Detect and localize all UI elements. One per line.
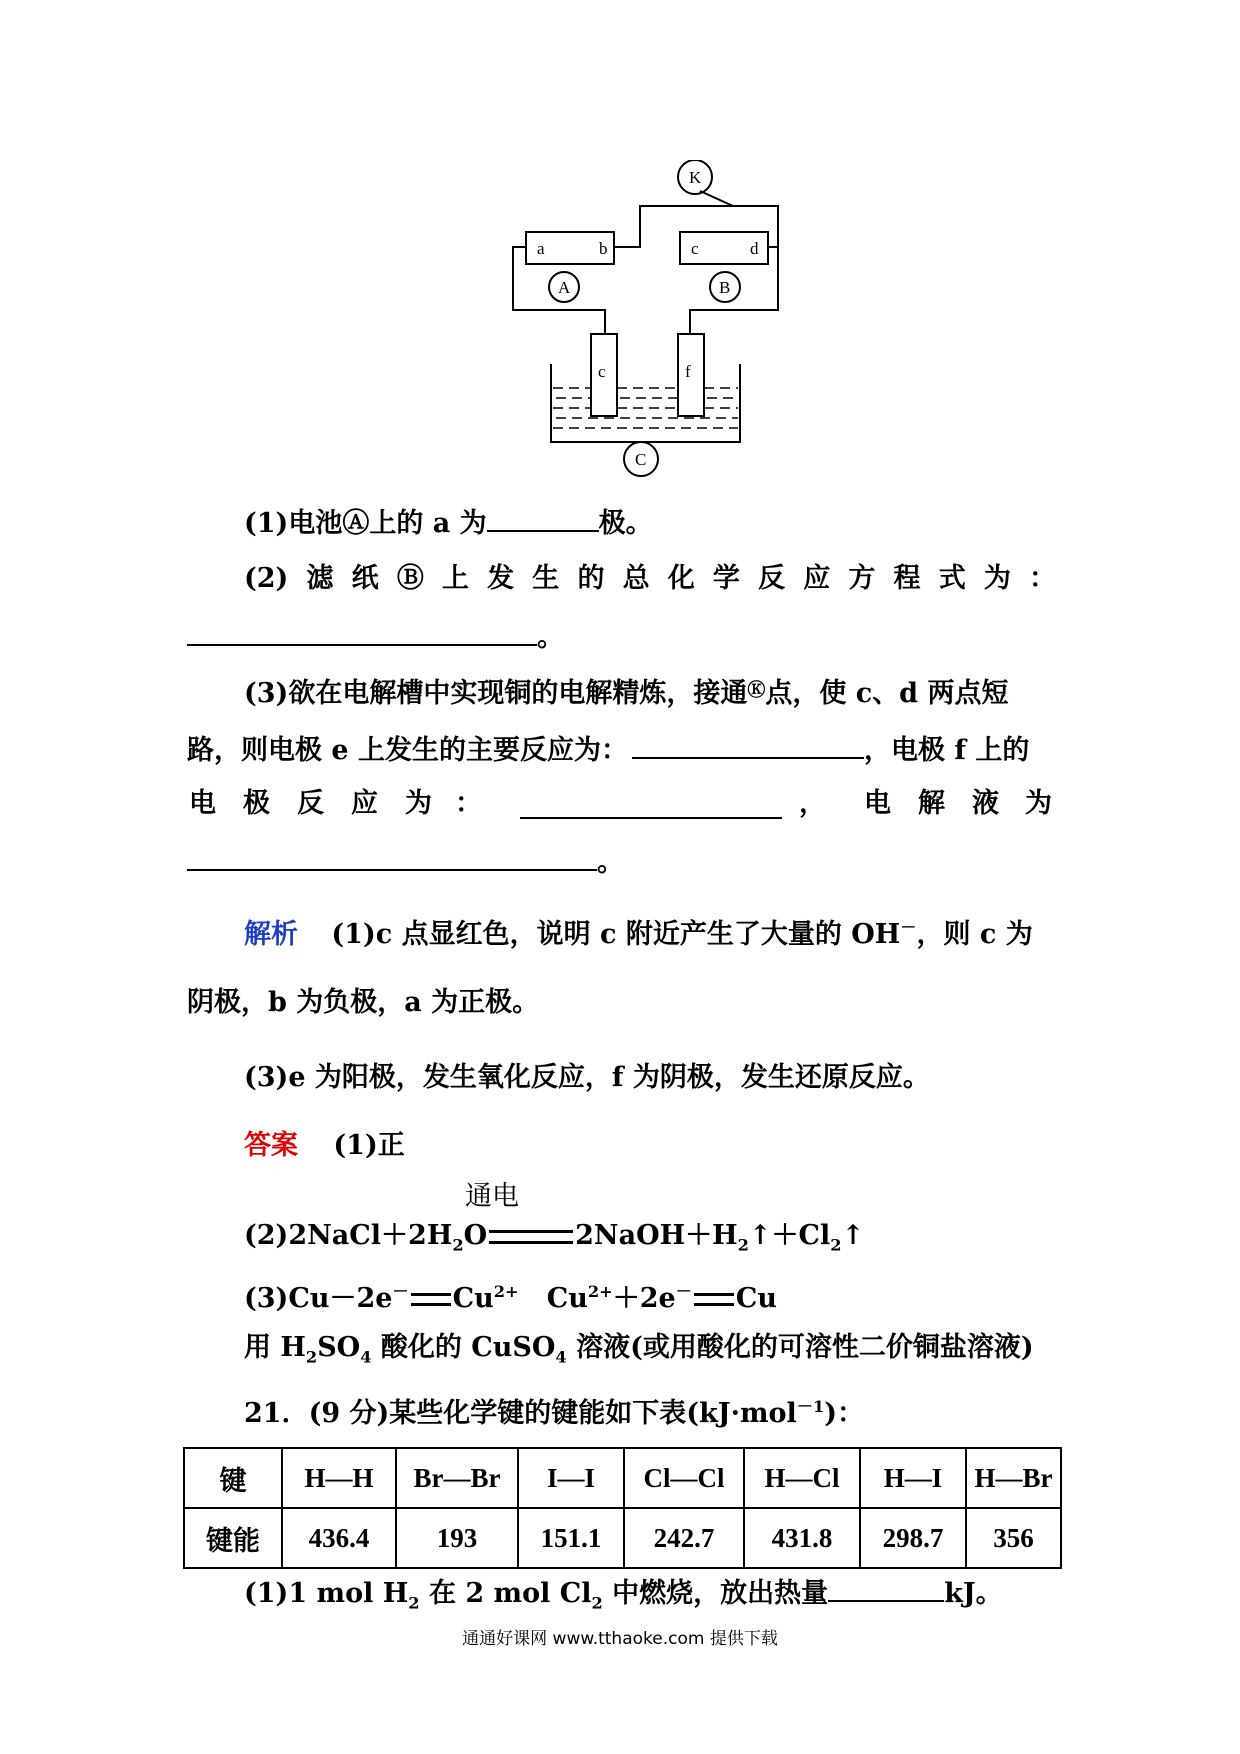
analysis-text: 阴极，b 为负极，a 为正极。 (187, 987, 540, 1018)
table-cell: 193 (396, 1508, 518, 1568)
table-cell: 356 (966, 1508, 1061, 1568)
q2-char: 生 (532, 563, 560, 594)
q3-blank-electrolyte (187, 843, 597, 871)
eq-sup: 2+ (587, 1282, 613, 1301)
analysis-line1 (244, 911, 1033, 952)
analysis-sup: － (900, 918, 917, 937)
question-3-line1 (244, 674, 1008, 711)
table-cell: 431.8 (744, 1508, 860, 1568)
label-d: d (750, 239, 759, 258)
q3-char: 为 (1025, 788, 1052, 819)
table-cell: I—I (518, 1448, 624, 1508)
question-21-sub1 (244, 1574, 1003, 1620)
q3-line4-end: 。 (597, 847, 624, 878)
question-21-intro (244, 1390, 864, 1431)
q2-char: 应 (803, 563, 831, 594)
eq-part: ↑＋Cl (748, 1220, 831, 1251)
analysis-text: (1)c 点显红色，说明 c 附近产生了大量的 OH (331, 919, 901, 950)
q21-text: 中燃烧，放出热量 (602, 1578, 829, 1609)
question-2-line1 (244, 562, 1056, 596)
q3-char: ： (455, 788, 482, 819)
q3-char: 为 (405, 788, 432, 819)
eq-sup: － (675, 1282, 692, 1301)
q3-char: 电 (189, 788, 216, 819)
q2-blank (187, 618, 537, 646)
eq-part: 用 H (244, 1332, 306, 1363)
eq-sup: 2+ (493, 1282, 519, 1301)
q2-char: 方 (848, 563, 876, 594)
answer-line3 (244, 1275, 777, 1316)
label-c: c (691, 239, 699, 258)
table-cell: 键 (184, 1448, 282, 1508)
q21-text: kJ。 (944, 1578, 1003, 1609)
eq-part: SO (317, 1332, 361, 1363)
q2-char: 化 (667, 563, 695, 594)
page-footer: 通通好课网 www.tthaoke.com 提供下载 (462, 1629, 778, 1649)
q21-text: )： (824, 1398, 865, 1429)
table-cell: 298.7 (860, 1508, 966, 1568)
q2-char: 为 (983, 563, 1011, 594)
table-row (184, 1448, 1061, 1508)
analysis-text: (3)e 为阳极，发生氧化反应，f 为阴极，发生还原反应。 (244, 1062, 930, 1093)
answer-line2 (244, 1219, 864, 1262)
question-2-line2 (187, 618, 564, 655)
eq-part: 2NaOH＋H (575, 1220, 738, 1251)
q2-char: 反 (758, 563, 786, 594)
label-cell-b: B (719, 278, 731, 297)
q3-blank-f (520, 791, 782, 819)
q2-char: 式 (938, 563, 966, 594)
q2-end: 。 (537, 622, 564, 653)
label-a: a (537, 239, 545, 258)
q3-line1: (3)欲在电解槽中实现铜的电解精炼，接通 (244, 678, 748, 709)
label-e: c (598, 362, 606, 381)
q1-prefix: (1)电池Ⓐ上的 a 为 (244, 508, 487, 539)
eq-sub: 2 (305, 1347, 318, 1367)
table-cell: Br—Br (396, 1448, 518, 1508)
q1-blank (487, 504, 599, 532)
eq-equals (411, 1293, 451, 1306)
eq-part: ↑ (841, 1220, 865, 1251)
q2-char: 上 (441, 563, 469, 594)
condition-text: 通电 (465, 1181, 519, 1212)
table-cell: 242.7 (624, 1508, 744, 1568)
table-row (184, 1508, 1061, 1568)
eq-sup: － (392, 1282, 409, 1301)
analysis-line3 (244, 1061, 930, 1095)
q21-blank (828, 1574, 944, 1602)
q3-line2-start: 路，则电极 e 上发生的主要反应为： (187, 735, 628, 766)
table-cell: 151.1 (518, 1508, 624, 1568)
q21-text: 在 2 mol Cl (419, 1578, 592, 1609)
label-k: K (689, 168, 702, 187)
eq-part: O (463, 1220, 488, 1251)
analysis-label: 解析 (244, 919, 298, 950)
q3-char: 应 (351, 788, 378, 819)
q21-sup: －1 (796, 1397, 825, 1416)
q2-char: 的 (577, 563, 605, 594)
q3-char: 电 (864, 788, 891, 819)
electrode-f (678, 334, 704, 416)
table-cell: Cl—Cl (624, 1448, 744, 1508)
eq-sub: 2 (830, 1235, 842, 1255)
table-cell: H—H (282, 1448, 396, 1508)
eq-sub: 2 (452, 1235, 464, 1255)
bond-energy-table (183, 1447, 1062, 1569)
electrolytic-cell (551, 364, 740, 442)
eq-part: (3)Cu－2e (244, 1283, 393, 1314)
q2-char: 总 (622, 563, 650, 594)
eq-sub: 4 (555, 1347, 567, 1367)
label-cell-a: A (558, 278, 571, 297)
eq-sub: 4 (360, 1347, 372, 1367)
q3-char: 反 (297, 788, 324, 819)
label-f: f (685, 362, 691, 381)
question-3-line2 (187, 731, 1029, 768)
q2-char: 发 (487, 563, 515, 594)
eq-part: (2)2NaCl＋2H (244, 1220, 453, 1251)
eq-part: Cu (735, 1283, 777, 1314)
q2-char: ： (1029, 563, 1056, 594)
analysis-line2 (187, 986, 539, 1020)
q2-char: Ⓑ (396, 563, 424, 594)
q3-char: 液 (972, 788, 999, 819)
eq-sub: 2 (737, 1235, 749, 1255)
question-1 (244, 504, 653, 541)
answer-label: 答案 (244, 1130, 298, 1161)
q21-text: 21．(9 分)某些化学键的键能如下表(kJ·mol (244, 1398, 797, 1429)
answer-line1 (244, 1129, 405, 1163)
q2-char: (2) (244, 563, 289, 594)
table-cell: H—I (860, 1448, 966, 1508)
electrolyte-solution (553, 388, 738, 428)
k-symbol: Ⓚ (747, 680, 766, 701)
eq-equals (489, 1230, 573, 1244)
label-cell-c: C (635, 450, 647, 469)
eq-part: 溶液(或用酸化的可溶性二价铜盐溶液) (566, 1332, 1034, 1363)
q3-line2-end: ，电极 f 上的 (863, 735, 1030, 766)
table-cell: H—Br (966, 1448, 1061, 1508)
q21-sub: 2 (408, 1593, 420, 1613)
question-3-line4 (187, 843, 624, 880)
question-3-line3 (187, 787, 1056, 823)
q21-sub: 2 (591, 1593, 603, 1613)
q3-line1-end: 点，使 c、d 两点短 (765, 678, 1009, 709)
label-b: b (599, 239, 608, 258)
eq-part: ＋2e (612, 1283, 676, 1314)
eq-equals (694, 1293, 734, 1306)
q3-char: 极 (243, 788, 270, 819)
analysis-text: ，则 c 为 (916, 919, 1033, 950)
answer-1: (1)正 (333, 1130, 405, 1161)
q2-char: 学 (712, 563, 740, 594)
q2-char: 纸 (351, 563, 379, 594)
q21-text: (1)1 mol H (244, 1578, 409, 1609)
eq-part: Cu (518, 1283, 588, 1314)
q2-char: 滤 (306, 563, 334, 594)
table-cell: 436.4 (282, 1508, 396, 1568)
q2-char: 程 (893, 563, 921, 594)
table-cell: 键能 (184, 1508, 282, 1568)
electrolysis-diagram (500, 160, 800, 480)
eq-part: Cu (452, 1283, 494, 1314)
q3-blank-e (632, 731, 864, 759)
q1-suffix: 极。 (598, 508, 653, 539)
answer-condition (465, 1180, 519, 1214)
eq-part: 酸化的 CuSO (371, 1332, 556, 1363)
answer-line4 (244, 1331, 1034, 1374)
q3-char: 解 (918, 788, 945, 819)
table-cell: H—Cl (744, 1448, 860, 1508)
q3-comma: ， (799, 788, 826, 819)
